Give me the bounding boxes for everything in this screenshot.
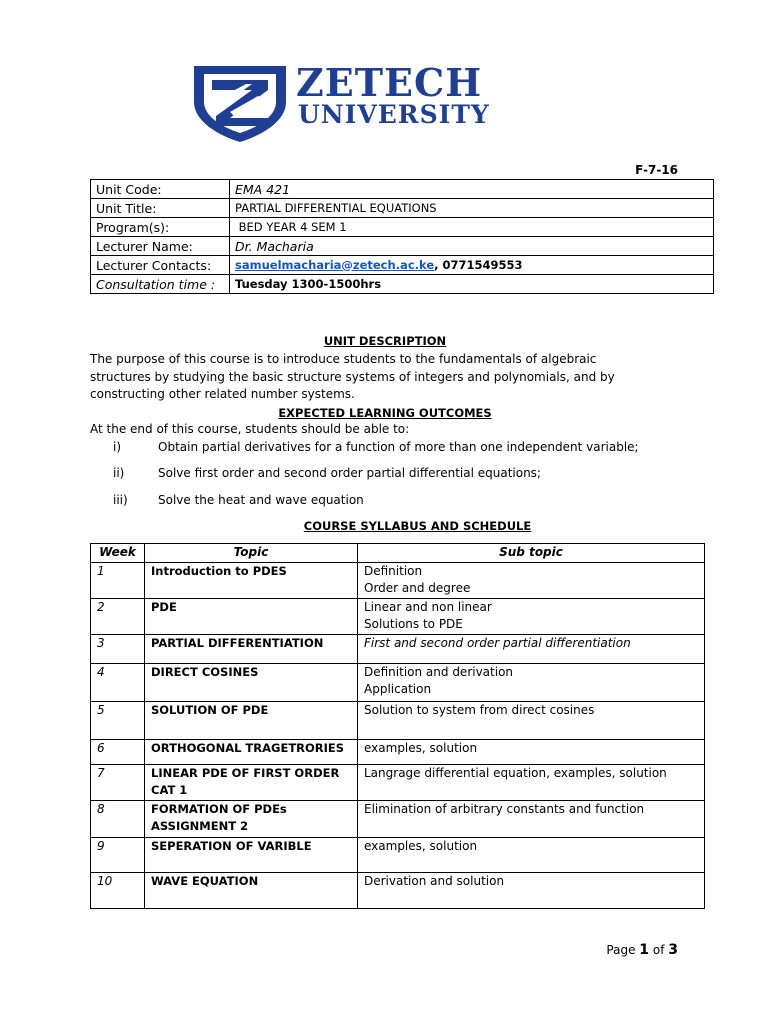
programs-value: BED YEAR 4 SEM 1 bbox=[230, 218, 714, 237]
table-header-row bbox=[91, 544, 705, 563]
subtopic-line: examples, solution bbox=[364, 838, 478, 853]
list-item bbox=[113, 440, 639, 454]
subtopic-line: Definition and derivation bbox=[364, 664, 514, 679]
table-row bbox=[91, 256, 714, 275]
topic-cell bbox=[145, 562, 358, 598]
consultation-time-value: Tuesday 1300-1500hrs bbox=[230, 275, 714, 294]
topic-cell bbox=[145, 764, 358, 800]
shield-logo-icon bbox=[190, 62, 290, 142]
column-header-week: Week bbox=[91, 544, 145, 563]
syllabus-table bbox=[90, 543, 705, 909]
subtopic-cell bbox=[358, 739, 705, 764]
column-header-topic: Topic bbox=[145, 544, 358, 563]
outcomes-intro: At the end of this course, students should be able to: bbox=[90, 422, 410, 436]
table-row bbox=[91, 598, 705, 634]
week-cell: 6 bbox=[91, 739, 145, 764]
subtopic-line: Langrage differential equation, examples, solution bbox=[364, 765, 667, 780]
lecturer-contacts-label: Lecturer Contacts: bbox=[91, 256, 230, 275]
topic-line: DIRECT COSINES bbox=[151, 664, 259, 679]
university-logo bbox=[190, 62, 530, 142]
brand-subtitle: UNIVERSITY bbox=[298, 100, 490, 129]
lecturer-name-label: Lecturer Name: bbox=[91, 237, 230, 256]
unit-title-value: PARTIAL DIFFERENTIAL EQUATIONS bbox=[230, 199, 714, 218]
of-word: of bbox=[649, 943, 669, 957]
topic-line: ORTHOGONAL TRAGETRORIES bbox=[151, 740, 345, 755]
programs-label: Program(s): bbox=[91, 218, 230, 237]
subtopic-line: Definition bbox=[364, 563, 423, 578]
table-row bbox=[91, 180, 714, 199]
topic-cell bbox=[145, 872, 358, 908]
topic-line: SEPERATION OF VARIBLE bbox=[151, 838, 312, 853]
subtopic-cell bbox=[358, 800, 705, 837]
list-item bbox=[113, 466, 541, 480]
list-item-number: i) bbox=[113, 440, 122, 454]
table-row bbox=[91, 634, 705, 663]
table-row bbox=[91, 739, 705, 764]
topic-line: FORMATION OF PDEs bbox=[151, 801, 287, 816]
topic-line: ASSIGNMENT 2 bbox=[151, 819, 249, 833]
lecturer-phone: , 0771549553 bbox=[434, 257, 523, 272]
subtopic-line: Solution to system from direct cosines bbox=[364, 702, 595, 717]
subtopic-cell bbox=[358, 837, 705, 872]
subtopic-line: First and second order partial differentiation bbox=[364, 635, 631, 650]
form-code: F-7-16 bbox=[635, 163, 678, 177]
topic-line: PDE bbox=[151, 599, 177, 614]
table-row bbox=[91, 199, 714, 218]
list-item-number: ii) bbox=[113, 466, 125, 480]
unit-info-table bbox=[90, 179, 714, 294]
week-cell: 2 bbox=[91, 598, 145, 634]
week-cell: 9 bbox=[91, 837, 145, 872]
page-number: 1 bbox=[639, 942, 650, 958]
table-row bbox=[91, 562, 705, 598]
list-item bbox=[113, 493, 364, 507]
page-total: 3 bbox=[668, 942, 678, 958]
topic-cell bbox=[145, 634, 358, 663]
topic-cell bbox=[145, 701, 358, 739]
page-word: Page bbox=[606, 943, 640, 957]
unit-title-label: Unit Title: bbox=[91, 199, 230, 218]
subtopic-line: examples, solution bbox=[364, 740, 478, 755]
table-row bbox=[91, 701, 705, 739]
table-row bbox=[91, 237, 714, 256]
table-row bbox=[91, 275, 714, 294]
lecturer-name-value: Dr. Macharia bbox=[230, 237, 714, 256]
topic-line: WAVE EQUATION bbox=[151, 873, 259, 888]
subtopic-line: Order and degree bbox=[364, 581, 471, 595]
subtopic-line: Linear and non linear bbox=[364, 599, 492, 614]
topic-cell bbox=[145, 837, 358, 872]
topic-line: PARTIAL DIFFERENTIATION bbox=[151, 635, 324, 650]
topic-line: LINEAR PDE OF FIRST ORDER bbox=[151, 765, 340, 780]
unit-description-text: The purpose of this course is to introduce students to the fundamentals of algebraic structures by studying the basic structure systems of integers and polynomials, and by constructing other related number systems. bbox=[90, 352, 615, 401]
lecturer-contacts-value bbox=[230, 256, 714, 275]
subtopic-cell bbox=[358, 872, 705, 908]
brand-name: ZETECH bbox=[296, 60, 483, 105]
topic-line: Introduction to PDES bbox=[151, 563, 287, 578]
subtopic-line: Application bbox=[364, 682, 432, 696]
subtopic-line: Derivation and solution bbox=[364, 873, 505, 888]
syllabus-heading: COURSE SYLLABUS AND SCHEDULE bbox=[303, 519, 532, 533]
table-row bbox=[91, 764, 705, 800]
topic-cell bbox=[145, 739, 358, 764]
consultation-time-label: Consultation time : bbox=[91, 275, 230, 294]
subtopic-cell bbox=[358, 701, 705, 739]
unit-description-heading: UNIT DESCRIPTION bbox=[323, 334, 447, 348]
list-item-number: iii) bbox=[113, 493, 128, 507]
list-item-text: Solve the heat and wave equation bbox=[158, 493, 364, 507]
subtopic-cell bbox=[358, 663, 705, 701]
week-cell: 1 bbox=[91, 562, 145, 598]
week-cell: 5 bbox=[91, 701, 145, 739]
subtopic-cell bbox=[358, 562, 705, 598]
week-cell: 4 bbox=[91, 663, 145, 701]
subtopic-line: Elimination of arbitrary constants and function bbox=[364, 801, 645, 816]
topic-line: CAT 1 bbox=[151, 783, 188, 797]
table-row bbox=[91, 872, 705, 908]
week-cell: 8 bbox=[91, 800, 145, 837]
list-item-text: Obtain partial derivatives for a function of more than one independent variable; bbox=[158, 440, 639, 454]
unit-code-label: Unit Code: bbox=[91, 180, 230, 199]
topic-cell bbox=[145, 663, 358, 701]
table-row bbox=[91, 663, 705, 701]
table-row bbox=[91, 218, 714, 237]
subtopic-cell bbox=[358, 634, 705, 663]
topic-cell bbox=[145, 800, 358, 837]
table-row bbox=[91, 837, 705, 872]
subtopic-line: Solutions to PDE bbox=[364, 617, 463, 631]
column-header-subtopic: Sub topic bbox=[358, 544, 705, 563]
week-cell: 3 bbox=[91, 634, 145, 663]
unit-code-value: EMA 421 bbox=[230, 180, 714, 199]
table-row bbox=[91, 800, 705, 837]
week-cell: 7 bbox=[91, 764, 145, 800]
topic-cell bbox=[145, 598, 358, 634]
outcomes-heading: EXPECTED LEARNING OUTCOMES bbox=[278, 406, 492, 420]
list-item-text: Solve first order and second order partial differential equations; bbox=[158, 466, 541, 480]
week-cell: 10 bbox=[91, 872, 145, 908]
lecturer-email-link[interactable]: samuelmacharia@zetech.ac.ke bbox=[235, 257, 435, 272]
topic-line: SOLUTION OF PDE bbox=[151, 702, 269, 717]
page-footer bbox=[606, 942, 678, 958]
subtopic-cell bbox=[358, 598, 705, 634]
subtopic-cell bbox=[358, 764, 705, 800]
